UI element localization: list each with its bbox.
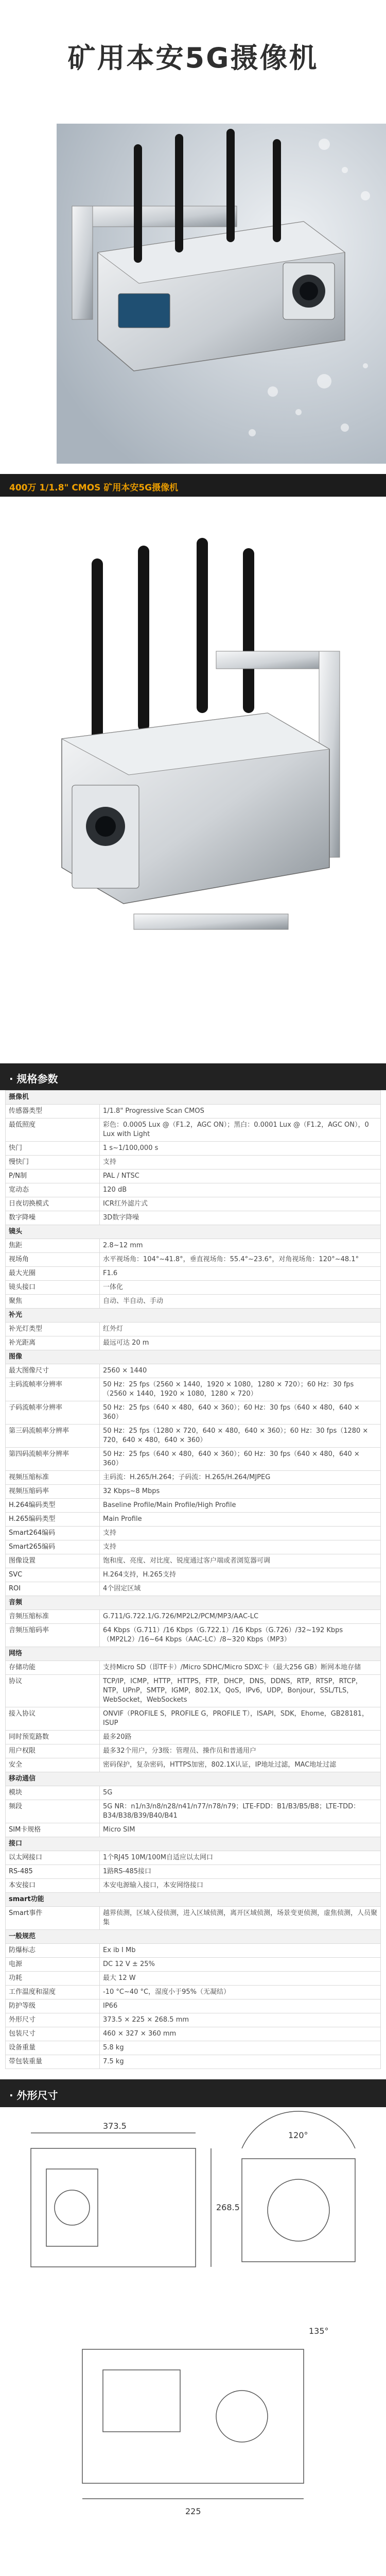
spec-value: 红外灯 <box>100 1323 381 1336</box>
spec-row <box>6 1211 381 1225</box>
spec-key: 模块 <box>6 1786 100 1800</box>
spec-value: Micro SIM <box>100 1823 381 1837</box>
spec-row <box>6 1972 381 1986</box>
spec-row <box>6 1527 381 1540</box>
spec-key: 传感器类型 <box>6 1105 100 1118</box>
spec-value: 50 Hz：25 fps（2560 × 1440，1920 × 1080，1280 × 720）；60 Hz：30 fps（2560 × 1440，1920 × 1080，1280 × 720） <box>100 1378 381 1401</box>
spec-section-row <box>6 1350 381 1364</box>
dim-angle: 120° <box>288 2130 308 2140</box>
hero-title: 矿用本安5G摄像机 <box>67 42 319 74</box>
spec-row <box>6 1786 381 1800</box>
spec-row <box>6 2041 381 2055</box>
spec-key: Smart264编码 <box>6 1527 100 1540</box>
spec-value: 64 Kbps（G.711）/16 Kbps（G.722.1）/16 Kbps（G.726）/32~192 Kbps（MP2L2）/16~64 Kbps（AAC-LC）/8~320 Kbps（MP3） <box>100 1624 381 1647</box>
spec-section-label: 补光 <box>6 1309 381 1323</box>
spec-row <box>6 1183 381 1197</box>
spec-row <box>6 1170 381 1183</box>
spec-section-label: 音频 <box>6 1596 381 1610</box>
spec-row <box>6 1624 381 1647</box>
spec-value: IP66 <box>100 1999 381 2013</box>
spec-value: 1路RS-485接口 <box>100 1865 381 1879</box>
spec-key: 子码流帧率分辨率 <box>6 1401 100 1425</box>
spec-row <box>6 1568 381 1582</box>
spec-key: Smart事件 <box>6 1907 100 1930</box>
spec-key: P/N制 <box>6 1170 100 1183</box>
spec-key: 聚焦 <box>6 1295 100 1309</box>
spec-row <box>6 1239 381 1253</box>
spec-value: 最多32个用户，分3级：管理员、操作员和普通用户 <box>100 1744 381 1758</box>
spec-key: 存储功能 <box>6 1661 100 1675</box>
spec-key: 最大图像尺寸 <box>6 1364 100 1378</box>
spec-value: TCP/IP，ICMP，HTTP，HTTPS，FTP，DHCP，DNS，DDNS，RTP，RTSP，RTCP，NTP，UPnP，SMTP，IGMP，802.1X，QoS，IPv6，UDP，Bonjour，SSL/TLS，WebSocket，WebSockets <box>100 1675 381 1707</box>
spec-value: -10 °C~40 °C，湿度小于95%（无凝结） <box>100 1986 381 1999</box>
spec-row <box>6 1336 381 1350</box>
spec-key: 安全 <box>6 1758 100 1772</box>
spec-value: G.711/G.722.1/G.726/MP2L2/PCM/MP3/AAC-LC <box>100 1610 381 1624</box>
spec-row <box>6 1731 381 1744</box>
spec-key: Smart265编码 <box>6 1540 100 1554</box>
spec-value: 彩色：0.0005 Lux @（F1.2，AGC ON）；黑白：0.0001 Lux @（F1.2，AGC ON），0 Lux with Light <box>100 1118 381 1142</box>
spec-row <box>6 1744 381 1758</box>
spec-key: 补光灯类型 <box>6 1323 100 1336</box>
spec-row <box>6 1364 381 1378</box>
spec-value: 1/1.8" Progressive Scan CMOS <box>100 1105 381 1118</box>
spec-row <box>6 1999 381 2013</box>
spec-section-row <box>6 1309 381 1323</box>
spec-row <box>6 1378 381 1401</box>
spec-key: 功耗 <box>6 1972 100 1986</box>
dim-side-height: 268.5 <box>216 2202 240 2212</box>
spec-key: SVC <box>6 1568 100 1582</box>
spec-row <box>6 1401 381 1425</box>
spec-key: 音频压缩码率 <box>6 1624 100 1647</box>
spec-section-row <box>6 1647 381 1661</box>
spec-key: 频段 <box>6 1800 100 1823</box>
spec-key: 最大光圈 <box>6 1267 100 1281</box>
spec-row <box>6 1471 381 1485</box>
spec-value: 2.8~12 mm <box>100 1239 381 1253</box>
spec-value: 120 dB <box>100 1183 381 1197</box>
spec-section-label: 网络 <box>6 1647 381 1661</box>
spec-value: 3D数字降噪 <box>100 1211 381 1225</box>
spec-key: 日夜切换模式 <box>6 1197 100 1211</box>
spec-value: 越界侦测，区域入侵侦测，进入区域侦测，离开区域侦测，场景变更侦测，虚焦侦测，人员聚集 <box>100 1907 381 1930</box>
spec-value: 水平视场角：104°~41.8°，垂直视场角：55.4°~23.6°，对角视场角：120°~48.1° <box>100 1253 381 1267</box>
spec-row <box>6 1448 381 1471</box>
spec-value: 50 Hz：25 fps（640 × 480，640 × 360）；60 Hz：30 fps（640 × 480，640 × 360） <box>100 1448 381 1471</box>
spec-value: 460 × 327 × 360 mm <box>100 2027 381 2041</box>
spec-row <box>6 1944 381 1958</box>
spec-row <box>6 1661 381 1675</box>
spec-key: 焦距 <box>6 1239 100 1253</box>
spec-value: 本安电源输入接口，本安网络接口 <box>100 1879 381 1893</box>
spec-value: 支持 <box>100 1156 381 1170</box>
spec-section-label: 接口 <box>6 1837 381 1851</box>
spec-row <box>6 1823 381 1837</box>
spec-value: H.264支持，H.265支持 <box>100 1568 381 1582</box>
spec-value: 373.5 × 225 × 268.5 mm <box>100 2013 381 2027</box>
spec-value: 密码保护，复杂密码，HTTPS加密，802.1X认证，IP地址过滤，MAC地址过滤 <box>100 1758 381 1772</box>
spec-value: 1 s~1/100,000 s <box>100 1142 381 1156</box>
spec-key: 协议 <box>6 1675 100 1707</box>
spec-key: 图像设置 <box>6 1554 100 1568</box>
spec-value: DC 12 V ± 25% <box>100 1958 381 1972</box>
spec-key: 接入协议 <box>6 1707 100 1731</box>
spec-value: Baseline Profile/Main Profile/High Profile <box>100 1499 381 1513</box>
spec-value: 5G NR：n1/n3/n8/n28/n41/n77/n78/n79；LTE-FDD：B1/B3/B5/B8；LTE-TDD：B34/B38/B39/B40/B41 <box>100 1800 381 1823</box>
spec-key: SIM卡规格 <box>6 1823 100 1837</box>
spec-section-row <box>6 1091 381 1105</box>
spec-key: 用户权限 <box>6 1744 100 1758</box>
spec-key: 防爆标志 <box>6 1944 100 1958</box>
spec-row <box>6 1105 381 1118</box>
dims-section <box>0 2107 386 2576</box>
spec-row <box>6 1958 381 1972</box>
spec-section-row <box>6 1596 381 1610</box>
spec-section-label: 镜头 <box>6 1225 381 1239</box>
spec-key: 视场角 <box>6 1253 100 1267</box>
spec-key: 宽动态 <box>6 1183 100 1197</box>
spec-key: H.265编码类型 <box>6 1513 100 1527</box>
spec-section-row <box>6 1772 381 1786</box>
spec-value: 50 Hz：25 fps（1280 × 720，640 × 480，640 × 360）；60 Hz：30 fps（1280 × 720，640 × 480，640 × 360） <box>100 1425 381 1448</box>
spec-section-label: smart功能 <box>6 1893 381 1907</box>
spec-value: ONVIF（PROFILE S，PROFILE G，PROFILE T），ISAPI，SDK，Ehome，GB28181，ISUP <box>100 1707 381 1731</box>
spec-key: 防护等级 <box>6 1999 100 2013</box>
spec-key: 带包装重量 <box>6 2055 100 2069</box>
spec-table <box>5 1090 381 2069</box>
spec-value: F1.6 <box>100 1267 381 1281</box>
dims-title: · 外形尺寸 <box>9 2089 58 2102</box>
spec-row <box>6 1707 381 1731</box>
spec-row <box>6 1879 381 1893</box>
spec-value: 最远可达 20 m <box>100 1336 381 1350</box>
spec-section-row <box>6 1930 381 1944</box>
spec-key: 视频压缩码率 <box>6 1485 100 1499</box>
spec-value: 支持 <box>100 1540 381 1554</box>
spec-key: 第四码流帧率分辨率 <box>6 1448 100 1471</box>
camera-product-image <box>0 497 386 1063</box>
spec-row <box>6 1197 381 1211</box>
product-section <box>0 497 386 1063</box>
spec-row <box>6 1142 381 1156</box>
spec-value: ICR红外滤片式 <box>100 1197 381 1211</box>
spec-key: RS-485 <box>6 1865 100 1879</box>
spec-row <box>6 1610 381 1624</box>
spec-value: 1个RJ45 10M/100M自适应以太网口 <box>100 1851 381 1865</box>
spec-row <box>6 1485 381 1499</box>
spec-value: Ex ib I Mb <box>100 1944 381 1958</box>
spec-key: 慢快门 <box>6 1156 100 1170</box>
product-band-label: 400万 1/1.8" CMOS 矿用本安5G摄像机 <box>9 483 179 493</box>
spec-row <box>6 1323 381 1336</box>
spec-row <box>6 2027 381 2041</box>
spec-value: 饱和度、亮度、对比度、锐度通过客户端或者浏览器可调 <box>100 1554 381 1568</box>
spec-row <box>6 1800 381 1823</box>
spec-value: 2560 × 1440 <box>100 1364 381 1378</box>
spec-value: 自动、半自动、手动 <box>100 1295 381 1309</box>
spec-value: 支持 <box>100 1527 381 1540</box>
dim-depth: 225 <box>185 2506 201 2516</box>
spec-key: 以太网接口 <box>6 1851 100 1865</box>
spec-value: 50 Hz：25 fps（640 × 480，640 × 360）；60 Hz：30 fps（640 × 480，640 × 360） <box>100 1401 381 1425</box>
spec-row <box>6 1851 381 1865</box>
dim-top-width: 373.5 <box>103 2121 127 2131</box>
spec-key: ROI <box>6 1582 100 1596</box>
spec-section-label: 移动通信 <box>6 1772 381 1786</box>
product-band <box>0 474 386 497</box>
spec-key: 同时预览路数 <box>6 1731 100 1744</box>
spec-section-header <box>0 1063 386 1090</box>
spec-section-row <box>6 1893 381 1907</box>
spec-key: 第三码流帧率分辨率 <box>6 1425 100 1448</box>
spec-row <box>6 1513 381 1527</box>
spec-section-row <box>6 1225 381 1239</box>
spec-section-label: 摄像机 <box>6 1091 381 1105</box>
spec-value: 7.5 kg <box>100 2055 381 2069</box>
spec-key: 本安接口 <box>6 1879 100 1893</box>
spec-row <box>6 2055 381 2069</box>
spec-key: 视频压缩标准 <box>6 1471 100 1485</box>
spec-section-row <box>6 1837 381 1851</box>
spec-key: 包装尺寸 <box>6 2027 100 2041</box>
spec-key: 外形尺寸 <box>6 2013 100 2027</box>
spec-row <box>6 1499 381 1513</box>
spec-row <box>6 1907 381 1930</box>
hero-section <box>0 0 386 474</box>
spec-key: 数字降噪 <box>6 1211 100 1225</box>
spec-value: 主码流：H.265/H.264；子码流：H.265/H.264/MJPEG <box>100 1471 381 1485</box>
spec-key: 音频压缩标准 <box>6 1610 100 1624</box>
spec-key: 工作温度和湿度 <box>6 1986 100 1999</box>
spec-value: 支持Micro SD（即TF卡）/Micro SDHC/Micro SDXC卡（最大256 GB）断网本地存储 <box>100 1661 381 1675</box>
spec-section-label: 一般规范 <box>6 1930 381 1944</box>
spec-key: 电源 <box>6 1958 100 1972</box>
spec-value: 5.8 kg <box>100 2041 381 2055</box>
camera-hero-image <box>57 124 386 464</box>
spec-row <box>6 1675 381 1707</box>
spec-key: 最低照度 <box>6 1118 100 1142</box>
spec-key: 快门 <box>6 1142 100 1156</box>
spec-value: 32 Kbps~8 Mbps <box>100 1485 381 1499</box>
spec-row <box>6 1295 381 1309</box>
spec-row <box>6 1758 381 1772</box>
spec-row <box>6 2013 381 2027</box>
spec-row <box>6 1281 381 1295</box>
spec-value: 最多20路 <box>100 1731 381 1744</box>
spec-row <box>6 1253 381 1267</box>
spec-section-label: 图像 <box>6 1350 381 1364</box>
dim-angle2: 135° <box>309 2326 329 2336</box>
spec-row <box>6 1582 381 1596</box>
spec-value: 4个固定区域 <box>100 1582 381 1596</box>
spec-key: 镜头接口 <box>6 1281 100 1295</box>
spec-key: 设备重量 <box>6 2041 100 2055</box>
spec-row <box>6 1267 381 1281</box>
spec-row <box>6 1156 381 1170</box>
spec-key: 补光距离 <box>6 1336 100 1350</box>
dimension-drawing <box>0 2107 386 2576</box>
spec-value: PAL / NTSC <box>100 1170 381 1183</box>
spec-key: H.264编码类型 <box>6 1499 100 1513</box>
spec-key: 主码流帧率分辨率 <box>6 1378 100 1401</box>
spec-value: Main Profile <box>100 1513 381 1527</box>
spec-value: 5G <box>100 1786 381 1800</box>
spec-title: · 规格参数 <box>9 1073 58 1085</box>
spec-value: 最大 12 W <box>100 1972 381 1986</box>
spec-row <box>6 1554 381 1568</box>
spec-row <box>6 1118 381 1142</box>
spec-row <box>6 1865 381 1879</box>
spec-row <box>6 1986 381 1999</box>
spec-row <box>6 1540 381 1554</box>
dims-section-header <box>0 2079 386 2107</box>
spec-value: 一体化 <box>100 1281 381 1295</box>
spec-row <box>6 1425 381 1448</box>
